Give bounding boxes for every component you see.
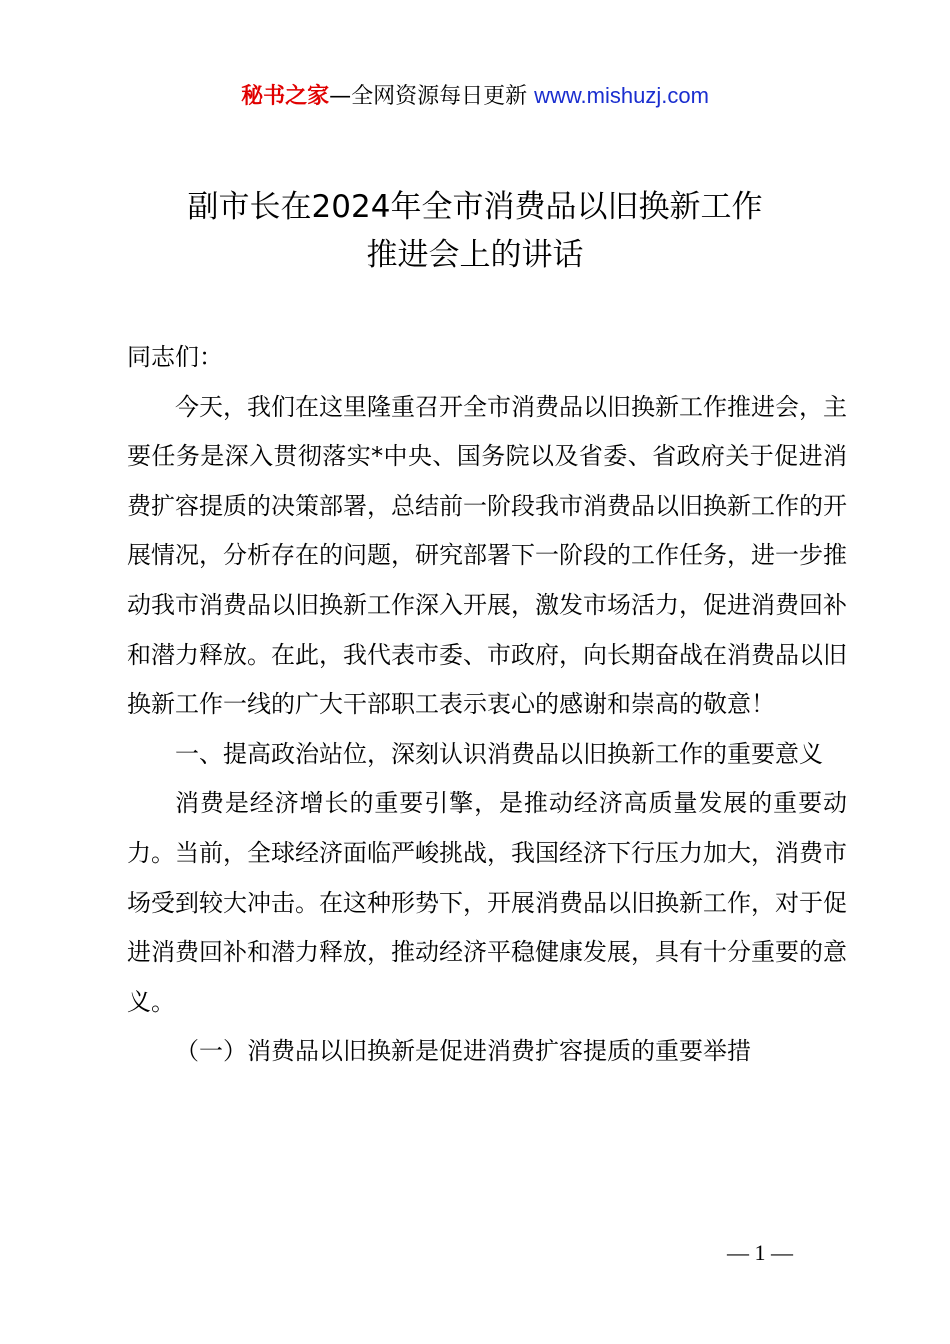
- section-heading-1: 一、提高政治站位，深刻认识消费品以旧换新工作的重要意义: [175, 739, 823, 768]
- paragraph-opening: 今天，我们在这里隆重召开全市消费品以旧换新工作推进会，主要任务是深入贯彻落实*中央、国务院以及省委、省政府关于促进消费扩容提质的决策部署，总结前一阶段我市消费品以旧换新工作的开展情况，分析存在的问题，研究部署下一阶段的工作任务，进一步推动我市消费品以旧换新工作深入开展，激发市场活力，促进消费回补和潜力释放。在此，我代表市委、市政府，向长期奋战在消费品以旧换新工作一线的广大干部职工表示衷心的感谢和崇高的敬意！: [127, 392, 847, 719]
- document-body: [127, 333, 847, 1077]
- paragraph-significance: 消费是经济增长的重要引擎，是推动经济高质量发展的重要动力。当前，全球经济面临严峻挑战，我国经济下行压力加大，消费市场受到较大冲击。在这种形势下，开展消费品以旧换新工作，对于促进消费回补和潜力释放，推动经济平稳健康发展，具有十分重要的意义。: [127, 789, 847, 1016]
- document-title: [0, 183, 950, 279]
- site-url-link[interactable]: www.mishuzj.com: [534, 83, 709, 108]
- salutation: 同志们：: [127, 343, 223, 371]
- header-tagline: —全网资源每日更新: [329, 84, 528, 109]
- subsection-heading-1: （一）消费品以旧换新是促进消费扩容提质的重要举措: [175, 1037, 751, 1066]
- title-line-1: 副市长在2024年全市消费品以旧换新工作: [187, 189, 763, 225]
- site-header: [0, 80, 950, 113]
- title-line-2: 推进会上的讲话: [366, 237, 584, 273]
- page-number: — 1 —: [727, 1240, 793, 1265]
- brand-name: 秘书之家: [241, 84, 330, 109]
